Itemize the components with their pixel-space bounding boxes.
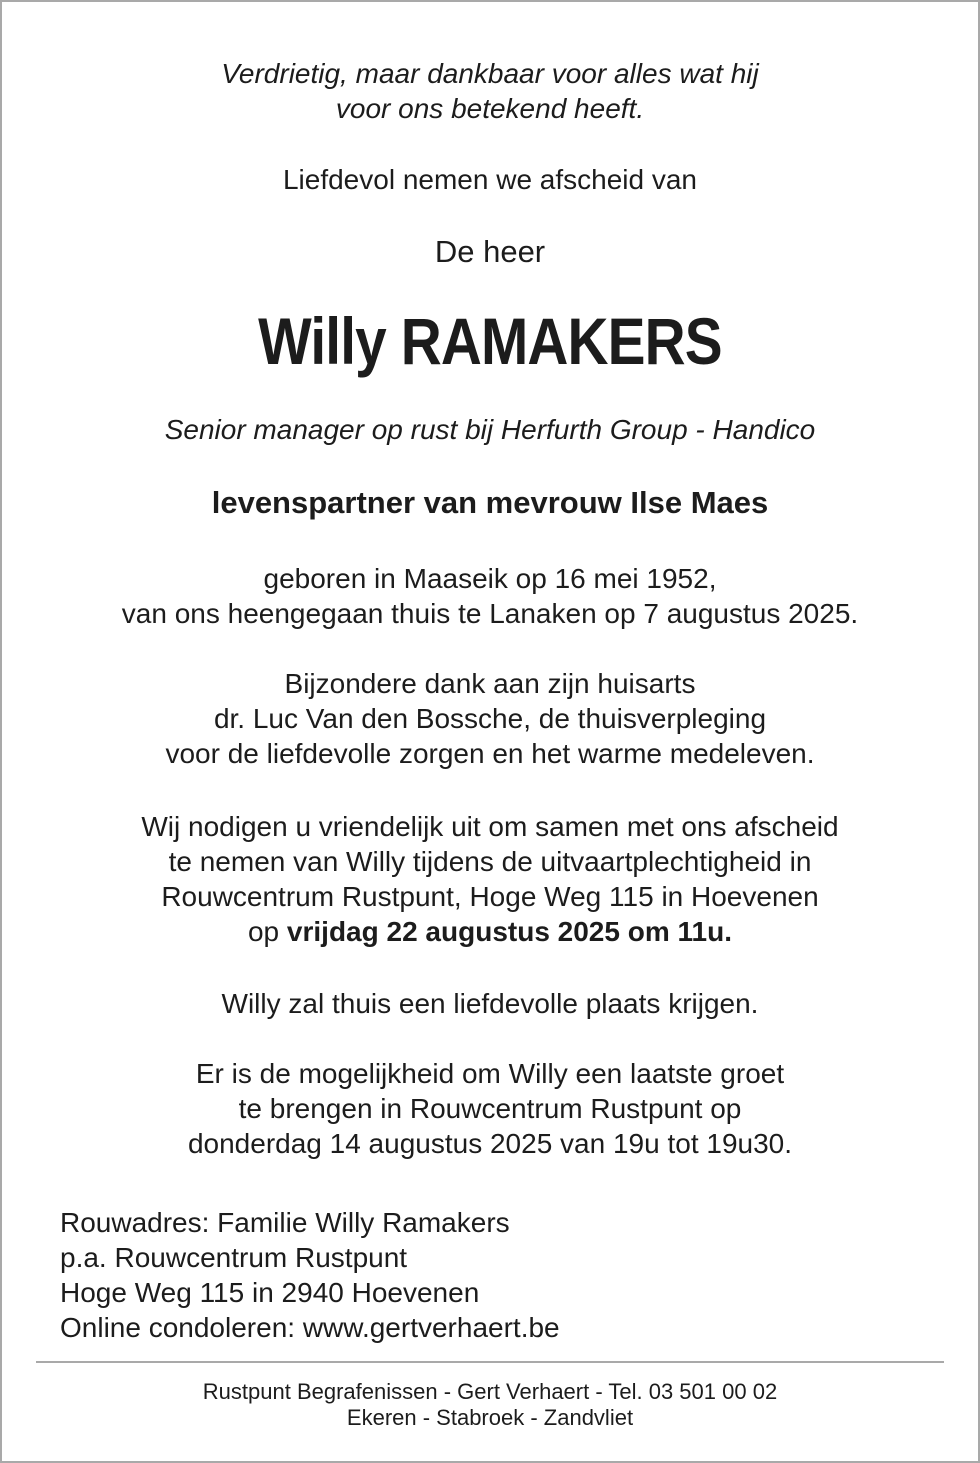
occupation-text: Senior manager op rust bij Herfurth Group - Handico xyxy=(164,414,816,445)
greeting-line-2: te brengen in Rouwcentrum Rustpunt op xyxy=(238,1093,742,1124)
invitation-text xyxy=(2,809,978,949)
invite-line-3: Rouwcentrum Rustpunt, Hoge Weg 115 in Hoevenen xyxy=(161,881,819,912)
address-line-2: p.a. Rouwcentrum Rustpunt xyxy=(60,1242,408,1273)
partner-text: levenspartner van mevrouw Ilse Maes xyxy=(211,485,769,520)
birth-death-text xyxy=(2,561,978,631)
invite-line-1: Wij nodigen u vriendelijk uit om samen met ons afscheid xyxy=(141,811,839,842)
resting-place-text: Willy zal thuis een liefdevolle plaats krijgen. xyxy=(221,988,759,1019)
thanks-line-1: Bijzondere dank aan zijn huisarts xyxy=(284,668,696,699)
divider xyxy=(36,1361,944,1363)
farewell-text: Liefdevol nemen we afscheid van xyxy=(282,164,698,195)
ceremony-date: vrijdag 22 augustus 2025 om 11u. xyxy=(286,916,732,947)
intro-line-2: voor ons betekend heeft. xyxy=(335,93,645,124)
address-line-1: Rouwadres: Familie Willy Ramakers xyxy=(60,1207,510,1238)
thanks-text xyxy=(2,666,978,771)
greeting-line-3: donderdag 14 augustus 2025 van 19u tot 19u30. xyxy=(187,1128,793,1159)
greeting-line-1: Er is de mogelijkheid om Willy een laatste groet xyxy=(195,1058,785,1089)
footer-line-1: Rustpunt Begrafenissen - Gert Verhaert - Tel. 03 501 00 02 xyxy=(202,1379,778,1404)
mourning-address xyxy=(60,1205,560,1345)
intro-line-1: Verdrietig, maar dankbaar voor alles wat hij xyxy=(221,58,759,89)
footer-line-2: Ekeren - Stabroek - Zandvliet xyxy=(346,1405,634,1430)
address-line-3: Hoge Weg 115 in 2940 Hoevenen xyxy=(60,1277,480,1308)
born-line-2: van ons heengegaan thuis te Lanaken op 7 augustus 2025. xyxy=(121,598,859,629)
thanks-line-2: dr. Luc Van den Bossche, de thuisverpleging xyxy=(213,703,767,734)
funeral-home-footer xyxy=(2,1379,978,1431)
last-greeting-text xyxy=(2,1056,978,1161)
deceased-name: Willy RAMAKERS xyxy=(258,304,722,378)
invite-line-4-prefix: op xyxy=(247,916,280,947)
intro-text xyxy=(2,56,978,126)
thanks-line-3: voor de liefdevolle zorgen en het warme medeleven. xyxy=(165,738,815,769)
honorific-title: De heer xyxy=(434,234,546,269)
born-line-1: geboren in Maaseik op 16 mei 1952, xyxy=(263,563,717,594)
invite-line-4 xyxy=(2,914,978,949)
invite-line-2: te nemen van Willy tijdens de uitvaartplechtigheid in xyxy=(168,846,812,877)
address-line-4: Online condoleren: www.gertverhaert.be xyxy=(60,1312,560,1343)
